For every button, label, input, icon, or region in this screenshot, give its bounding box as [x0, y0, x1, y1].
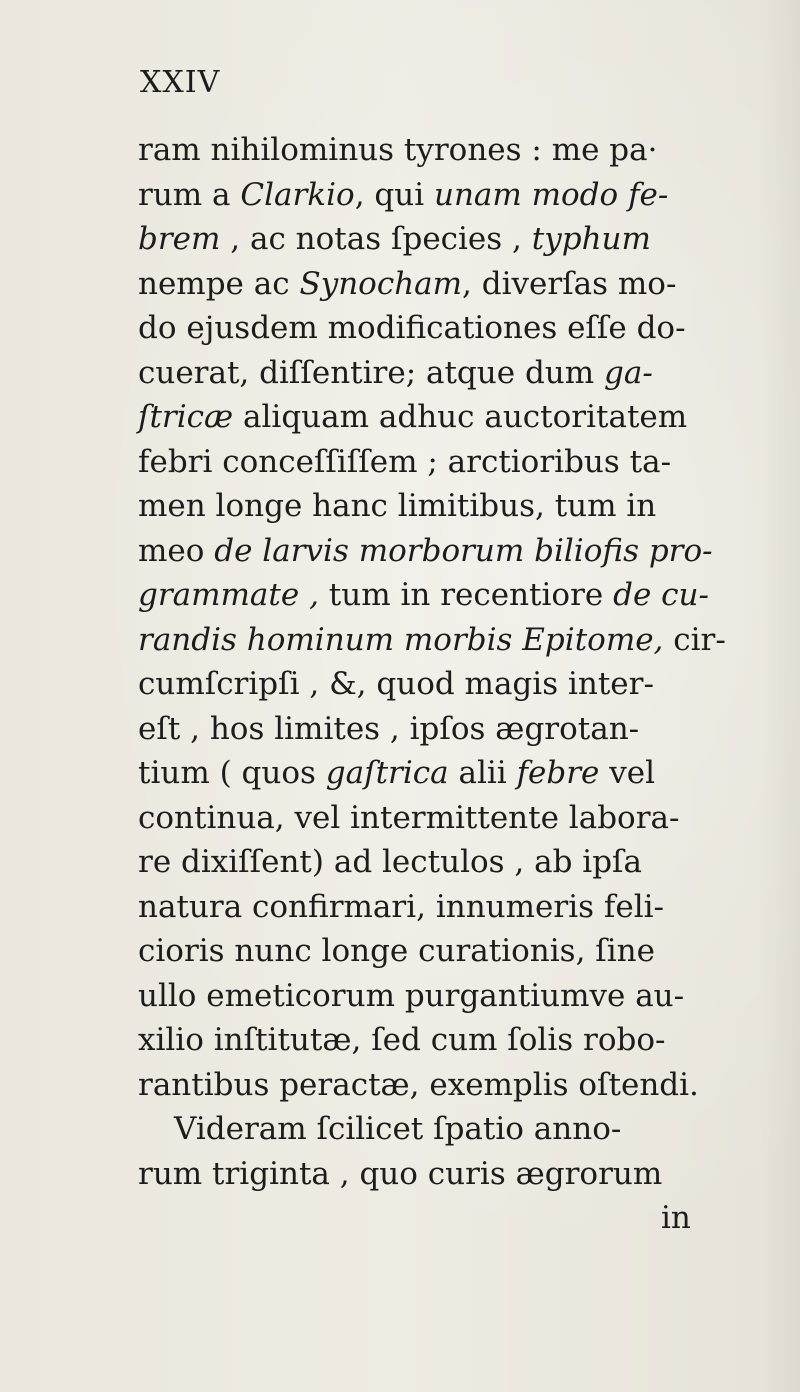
- text-run: rantibus peractæ, exemplis oſtendi.: [138, 1066, 699, 1103]
- text-line: [138, 440, 778, 485]
- italic-text: de cu-: [613, 577, 709, 613]
- italic-text: ſtricæ: [138, 399, 234, 435]
- text-line: [138, 351, 778, 396]
- text-line: [138, 217, 778, 262]
- text-line: [138, 707, 778, 752]
- text-line: [138, 484, 778, 529]
- page-number: XXIV: [140, 65, 221, 100]
- text-run: tium ( quos: [138, 755, 326, 791]
- text-line: [138, 796, 778, 841]
- text-line: [138, 1018, 778, 1063]
- text-run: vel: [599, 755, 656, 791]
- text-line: [138, 751, 778, 796]
- text-run: aliquam adhuc auctoritatem: [233, 399, 688, 435]
- italic-text: Clarkio: [240, 176, 355, 213]
- text-line: [138, 395, 778, 440]
- text-run: alii: [448, 755, 517, 791]
- italic-text: Synocham: [299, 265, 463, 302]
- text-line: [138, 1063, 778, 1108]
- text-run: ullo emeticorum purgantiumve au-: [138, 977, 685, 1014]
- text-run: , ac notas ſpecies ,: [220, 221, 532, 257]
- text-run: febri conceſſiſſem ; arctioribus ta-: [138, 443, 672, 480]
- text-line: [138, 573, 778, 618]
- text-run: nempe ac: [138, 265, 300, 302]
- text-run: re dixiſſent) ad lectulos , ab ipſa: [138, 844, 643, 880]
- text-run: cumſcripſi , &, quod magis inter-: [138, 666, 654, 702]
- text-run: cir-: [663, 621, 726, 658]
- text-line: [138, 885, 778, 930]
- text-run: natura confirmari, innumeris feli-: [138, 888, 665, 925]
- italic-text: randis hominum morbis Epitome,: [138, 621, 664, 658]
- text-line: [138, 618, 778, 663]
- text-line: [138, 840, 778, 885]
- text-run: rum a: [138, 176, 241, 213]
- text-run: eſt , hos limites , ipſos ægrotan-: [138, 710, 640, 747]
- italic-text: de larvis morborum biliofis pro-: [214, 532, 713, 569]
- text-run: , diverſas mo-: [462, 265, 677, 302]
- text-line: [138, 662, 778, 707]
- italic-text: gaſtrica: [325, 755, 449, 791]
- text-run: tum in recentiore: [318, 577, 614, 613]
- text-line: [138, 1107, 778, 1152]
- italic-text: ga-: [604, 354, 653, 391]
- italic-text: febre: [516, 755, 600, 791]
- text-line: [138, 929, 778, 974]
- text-run: xilio inſtitutæ, ſed cum ſolis robo-: [138, 1022, 666, 1058]
- text-line: [138, 306, 778, 351]
- text-run: meo: [138, 532, 215, 569]
- text-run: , qui: [354, 176, 434, 213]
- text-run: do ejusdem modificationes eſſe do-: [138, 310, 686, 346]
- text-line: [138, 974, 778, 1019]
- text-run: Videram ſcilicet ſpatio anno-: [174, 1111, 622, 1147]
- text-run: cioris nunc longe curationis, ſine: [138, 933, 655, 969]
- text-line: [138, 128, 778, 173]
- text-run: rum triginta , quo curis ægrorum: [138, 1155, 663, 1192]
- italic-text: brem: [138, 221, 221, 257]
- text-run: men longe hanc limitibus, tum in: [138, 488, 657, 524]
- text-line: [138, 262, 778, 307]
- italic-text: typhum: [531, 221, 651, 257]
- italic-text: unam modo fe-: [433, 176, 669, 213]
- catchword: in: [661, 1200, 691, 1236]
- text-run: continua, vel intermittente labora-: [138, 799, 680, 836]
- italic-text: grammate ,: [138, 577, 319, 613]
- text-line: [138, 529, 778, 574]
- text-run: ram nihilominus tyrones : me pa·: [138, 132, 658, 168]
- text-run: cuerat, diſſentire; atque dum: [138, 354, 604, 391]
- body-text: [138, 128, 778, 1241]
- text-line: [138, 1152, 778, 1197]
- text-line: [138, 173, 778, 218]
